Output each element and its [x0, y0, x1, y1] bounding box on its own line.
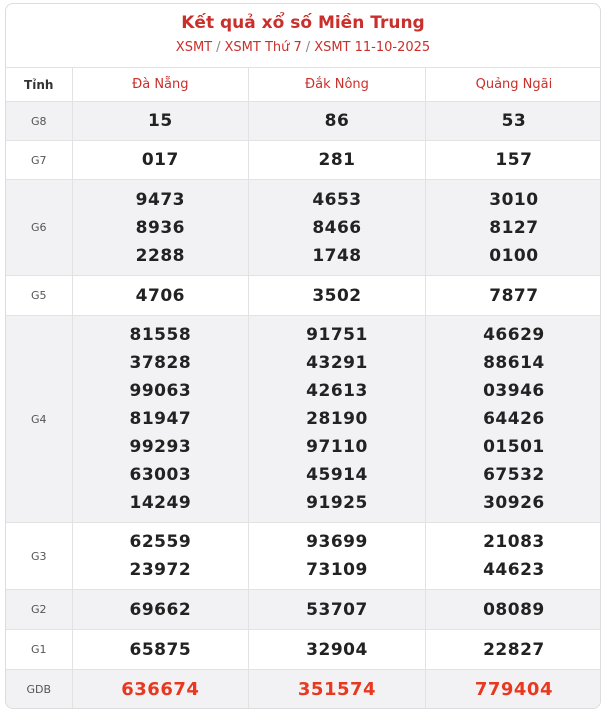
prize-cell [425, 670, 601, 710]
prize-number: 97110 [306, 437, 368, 457]
prize-number: 45914 [306, 465, 368, 485]
prize-cell [249, 102, 426, 141]
prize-number: 4706 [135, 285, 185, 306]
prize-cell [249, 590, 426, 630]
column-header-dak-nong[interactable]: Đắk Nông [249, 68, 426, 102]
column-header-da-nang[interactable]: Đà Nẵng [72, 68, 249, 102]
breadcrumb-link-xsmt-thu7[interactable]: XSMT Thứ 7 [224, 40, 302, 55]
prize-cell [72, 276, 249, 316]
prize-number: 81558 [129, 325, 192, 345]
prize-cell [249, 276, 426, 316]
prize-row-g2 [6, 590, 601, 630]
prize-number: 65875 [129, 639, 192, 660]
prize-number: 93699 [306, 532, 368, 552]
prize-label: G5 [6, 276, 72, 316]
prize-cell [425, 316, 601, 523]
prize-cell [425, 276, 601, 316]
results-body [6, 102, 601, 710]
prize-number: 4653 [312, 189, 362, 210]
prize-number: 64426 [483, 409, 545, 429]
prize-number: 8936 [135, 217, 185, 238]
prize-cell [249, 316, 426, 523]
results-card [5, 3, 601, 709]
special-prize-number: 636674 [121, 678, 200, 700]
breadcrumb-separator: / [216, 40, 221, 55]
prize-number: 281 [318, 150, 356, 170]
prize-row-g8 [6, 102, 601, 141]
prize-number: 3010 [489, 189, 539, 210]
prize-number: 9473 [135, 189, 185, 210]
prize-number: 43291 [306, 353, 368, 373]
prize-number: 62559 [129, 532, 192, 552]
prize-number: 03946 [483, 381, 545, 401]
prize-label: G2 [6, 590, 72, 630]
prize-cell [425, 523, 601, 590]
prize-number: 69662 [129, 599, 192, 620]
prize-number: 23972 [129, 560, 192, 580]
prize-cell [72, 102, 249, 141]
prize-number: 7877 [489, 285, 539, 306]
prize-number: 1748 [312, 245, 362, 266]
prize-cell [249, 141, 426, 180]
prize-label: G7 [6, 141, 72, 180]
prize-number: 017 [141, 150, 179, 170]
prize-cell [72, 141, 249, 180]
breadcrumb-link-date[interactable]: XSMT 11-10-2025 [314, 40, 431, 55]
prize-number: 157 [495, 150, 533, 170]
prize-number: 28190 [306, 409, 368, 429]
prize-number: 86 [324, 111, 350, 131]
prize-number: 0100 [489, 245, 539, 266]
table-header-row [6, 68, 601, 102]
special-prize-number: 779404 [474, 678, 553, 700]
column-header-province: Tỉnh [6, 68, 72, 102]
prize-label: G8 [6, 102, 72, 141]
prize-number: 46629 [483, 325, 545, 345]
prize-cell [425, 102, 601, 141]
prize-number: 37828 [129, 353, 192, 373]
results-header [6, 4, 600, 67]
prize-label: GDB [6, 670, 72, 710]
prize-number: 88614 [483, 353, 545, 373]
prize-number: 2288 [135, 245, 185, 266]
prize-cell [249, 523, 426, 590]
prize-row-g5 [6, 276, 601, 316]
special-prize-number: 351574 [297, 678, 377, 700]
page-title: Kết quả xổ số Miền Trung [181, 13, 425, 33]
prize-label: G1 [6, 630, 72, 670]
prize-number: 8127 [489, 217, 539, 238]
prize-cell [72, 670, 249, 710]
prize-cell [425, 180, 601, 276]
prize-number: 44623 [483, 560, 545, 580]
prize-number: 08089 [483, 599, 545, 620]
prize-number: 53707 [306, 599, 368, 620]
prize-number: 30926 [483, 493, 545, 513]
prize-cell [72, 590, 249, 630]
prize-cell [72, 630, 249, 670]
prize-label: G4 [6, 316, 72, 523]
prize-number: 63003 [129, 465, 192, 485]
breadcrumb-separator: / [305, 40, 311, 55]
prize-cell [249, 180, 426, 276]
prize-number: 99293 [129, 437, 192, 457]
prize-number: 91751 [306, 325, 368, 345]
prize-number: 3502 [312, 285, 362, 306]
results-table [6, 67, 601, 709]
prize-label: G3 [6, 523, 72, 590]
prize-number: 14249 [129, 493, 192, 513]
prize-number: 01501 [483, 437, 545, 457]
prize-number: 42613 [306, 381, 368, 401]
breadcrumb [6, 40, 600, 55]
prize-number: 73109 [306, 560, 368, 580]
prize-cell [425, 590, 601, 630]
prize-number: 81947 [129, 409, 192, 429]
prize-cell [72, 316, 249, 523]
prize-cell [249, 670, 426, 710]
prize-label: G6 [6, 180, 72, 276]
breadcrumb-link-xsmt[interactable]: XSMT [175, 40, 213, 55]
prize-row-g1 [6, 630, 601, 670]
prize-number: 21083 [483, 532, 545, 552]
prize-cell [249, 630, 426, 670]
prize-number: 32904 [306, 639, 368, 660]
column-header-quang-ngai[interactable]: Quảng Ngãi [425, 68, 601, 102]
prize-number: 67532 [483, 465, 545, 485]
prize-number: 99063 [129, 381, 192, 401]
prize-number: 15 [147, 111, 173, 131]
prize-number: 22827 [483, 639, 545, 660]
prize-row-g4 [6, 316, 601, 523]
prize-cell [425, 630, 601, 670]
prize-row-g6 [6, 180, 601, 276]
prize-cell [425, 141, 601, 180]
prize-cell [72, 180, 249, 276]
prize-row-g7 [6, 141, 601, 180]
prize-row-gdb [6, 670, 601, 710]
prize-cell [72, 523, 249, 590]
prize-row-g3 [6, 523, 601, 590]
prize-number: 8466 [312, 217, 362, 238]
prize-number: 91925 [306, 493, 368, 513]
prize-number: 53 [501, 111, 527, 131]
